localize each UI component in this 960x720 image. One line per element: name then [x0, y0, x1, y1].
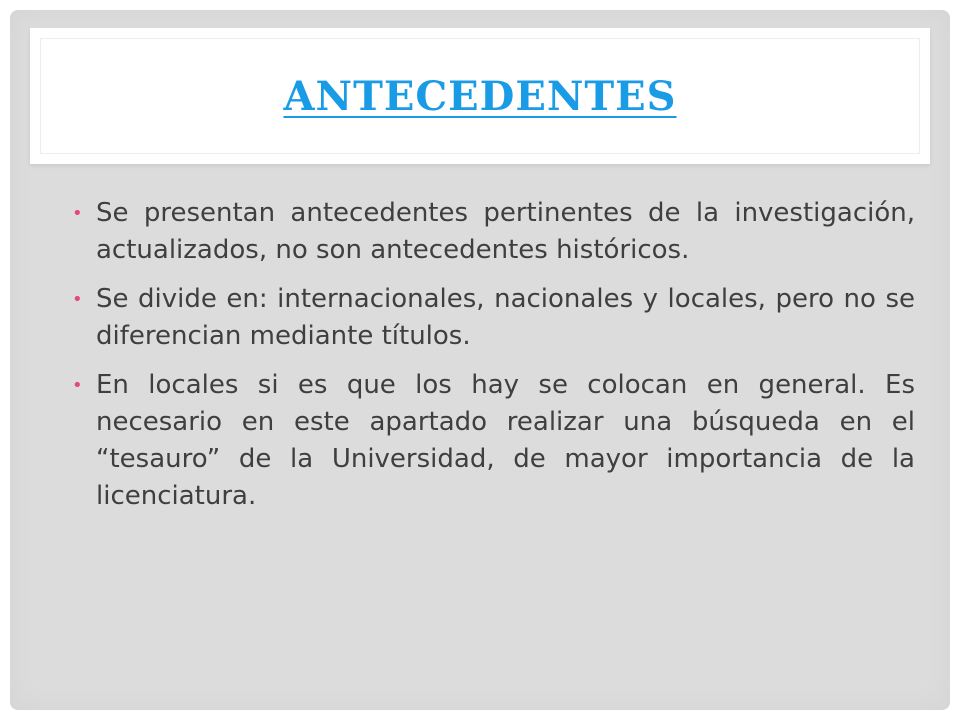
- bullet-item: [70, 195, 915, 269]
- bullet-item: [70, 281, 915, 355]
- bullet-text: En locales si es que los hay se colocan en general. Es necesario en este apartado realizar una búsqueda en el “tesauro” de la Universidad, de mayor importancia de la licenciatura.: [96, 370, 915, 511]
- slide: [10, 10, 950, 710]
- bullet-text: Se presentan antecedentes pertinentes de la investigación, actualizados, no son antecedentes históricos.: [96, 198, 915, 265]
- slide-title: ANTECEDENTES: [283, 72, 677, 120]
- title-box: [40, 38, 920, 154]
- bullet-list: [70, 195, 915, 527]
- bullet-item: [70, 367, 915, 515]
- bullet-text: Se divide en: internacionales, nacionales y locales, pero no se diferencian mediante títulos.: [96, 284, 915, 351]
- bullet-icon: •: [72, 375, 83, 396]
- title-frame: [30, 28, 930, 164]
- bullet-icon: •: [72, 203, 83, 224]
- bullet-icon: •: [72, 289, 83, 310]
